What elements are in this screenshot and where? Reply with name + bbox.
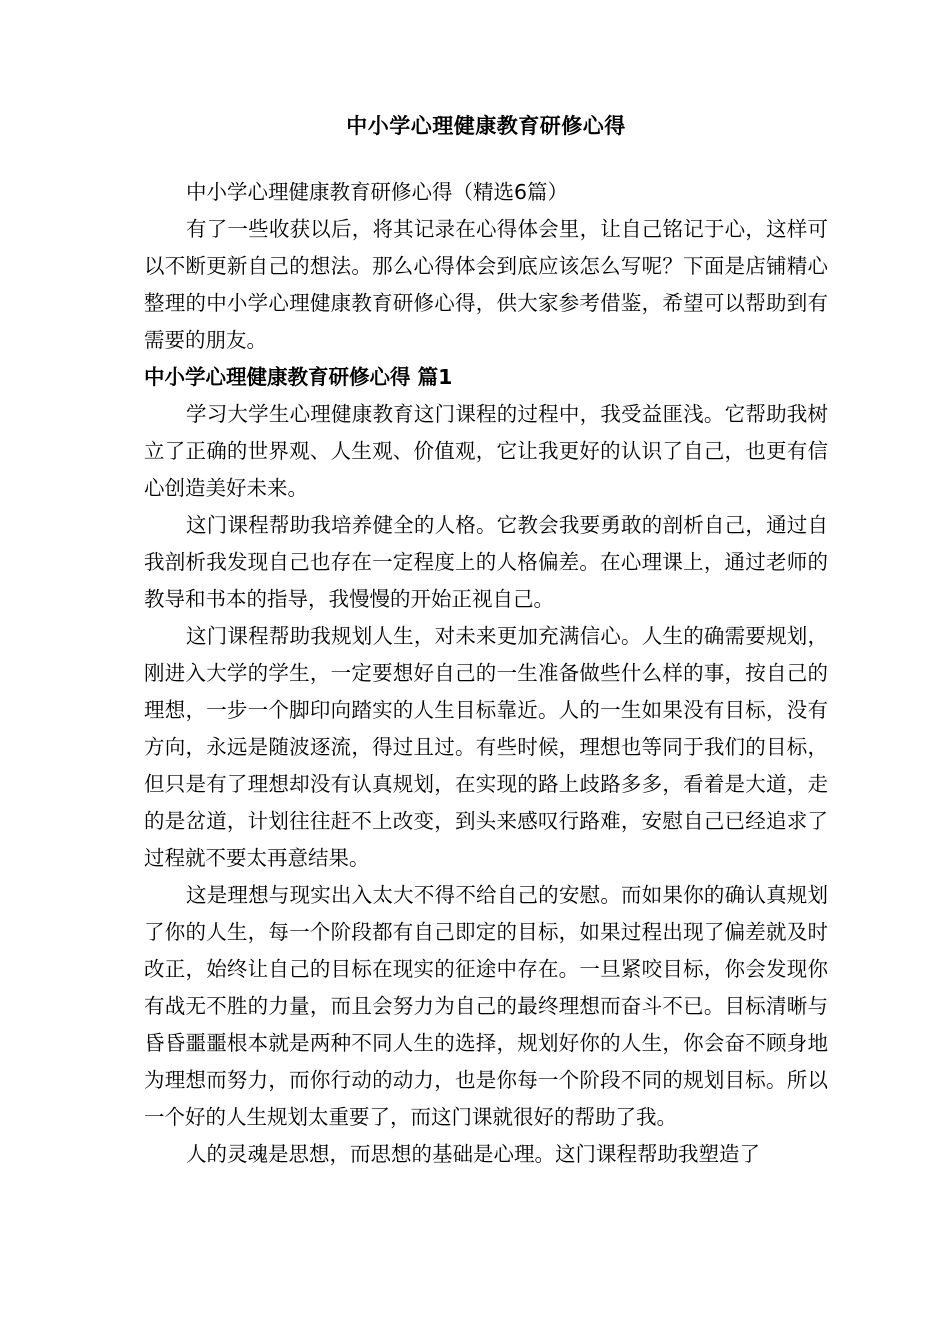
body-paragraph: 这是理想与现实出入太大不得不给自己的安慰。而如果你的确认真规划了你的人生，每一个阶段都有自己即定的目标，如果过程出现了偏差就及时改正，始终让自己的目标在现实的征途中存在。一旦紧咬目标，你会发现你有战无不胜的力量，而且会努力为自己的最终理想而奋斗不已。目标清晰与昏昏噩噩根本就是两种不同人生的选择，规划好你的人生，你会奋不顾身地为理想而努力，而你行动的动力，也是你每一个阶段不同的规划目标。所以一个好的人生规划太重要了，而这门课就很好的帮助了我。 — [144, 883, 828, 1129]
intro-paragraph: 有了一些收获以后，将其记录在心得体会里，让自己铭记于心，这样可以不断更新自己的想法。那么心得体会到底应该怎么写呢？下面是店铺精心整理的中小学心理健康教育研修心得，供大家参考借鉴，希望可以帮助到有需要的朋友。 — [144, 217, 828, 352]
body-paragraph: 学习大学生心理健康教育这门课程的过程中，我受益匪浅。它帮助我树立了正确的世界观、人生观、价值观，它让我更好的认识了自己，也更有信心创造美好未来。 — [144, 402, 828, 500]
body-paragraph: 这门课程帮助我规划人生，对未来更加充满信心。人生的确需要规划，刚进入大学的学生，一定要想好自己的一生准备做些什么样的事，按自己的理想，一步一个脚印向踏实的人生目标靠近。人的一生如果没有目标，没有方向，永远是随波逐流，得过且过。有些时候，理想也等同于我们的目标，但只是有了理想却没有认真规划，在实现的路上歧路多多，看着是大道，走的是岔道，计划往往赶不上改变，到头来感叹行路难，安慰自己已经追求了过程就不要太再意结果。 — [144, 624, 828, 870]
document-page — [144, 108, 828, 1173]
body-paragraph: 这门课程帮助我培养健全的人格。它教会我要勇敢的剖析自己，通过自我剖析我发现自己也存在一定程度上的人格偏差。在心理课上，通过老师的教导和书本的指导，我慢慢的开始正视自己。 — [144, 513, 828, 611]
subtitle-paragraph: 中小学心理健康教育研修心得（精选6篇） — [186, 180, 569, 204]
section-heading: 中小学心理健康教育研修心得 篇1 — [144, 365, 453, 389]
document-title: 中小学心理健康教育研修心得 — [346, 114, 626, 138]
body-paragraph: 人的灵魂是思想，而思想的基础是心理。这门课程帮助我塑造了 — [186, 1142, 760, 1166]
